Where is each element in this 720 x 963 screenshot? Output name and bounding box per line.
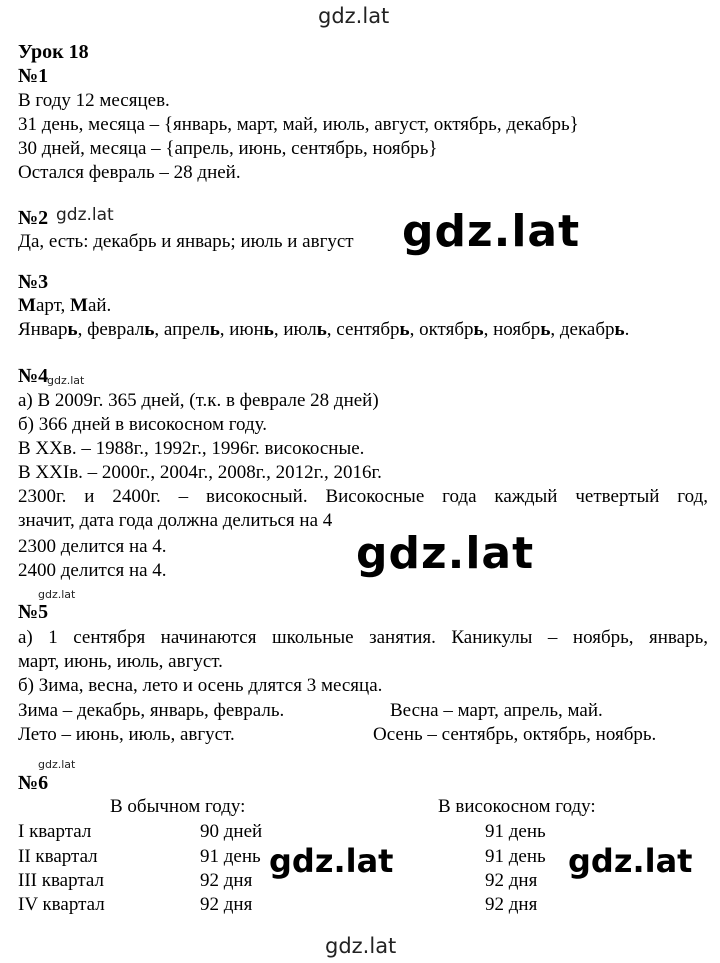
- task-1-line: 30 дней, месяца – {апрель, июнь, сентябрь, ноябрь}: [18, 138, 438, 159]
- task-4-line: 2400 делится на 4.: [18, 560, 167, 581]
- bold-letter: М: [70, 295, 88, 316]
- task-1-line: 31 день, месяца – {январь, март, май, июль, август, октябрь, декабрь}: [18, 114, 579, 135]
- watermark-table-left: gdz.lat: [266, 842, 396, 880]
- text-fragment: .: [624, 319, 630, 340]
- watermark-tiny: gdz.lat: [38, 588, 76, 601]
- quarter-label: IV квартал: [18, 894, 105, 915]
- task-3-line-1: [18, 294, 111, 318]
- quarter-label: I квартал: [18, 821, 92, 842]
- text-fragment: арт,: [35, 295, 70, 316]
- month-stem: , июл: [273, 319, 317, 340]
- watermark-small: gdz.lat: [56, 205, 114, 225]
- soft-sign: ь: [316, 319, 327, 340]
- month-stem: , июн: [219, 319, 264, 340]
- watermark-top: gdz.lat: [318, 4, 390, 28]
- soft-sign: ь: [209, 319, 220, 340]
- task-6-label: №6: [18, 772, 49, 794]
- column-header-ordinary: В обычном году:: [110, 796, 246, 817]
- soft-sign: ь: [614, 319, 625, 340]
- task-4-line: 2300г. и 2400г. – високосный. Високосные года каждый четвертый год,: [18, 486, 708, 507]
- month-stem: Январ: [18, 319, 68, 340]
- task-4-line: В XXIв. – 2000г., 2004г., 2008г., 2012г., 2016г.: [18, 462, 382, 483]
- ordinary-days: 90 дней: [200, 821, 263, 842]
- leap-days: 91 день: [485, 821, 546, 842]
- ordinary-days: 91 день: [200, 846, 261, 867]
- task-4-line: а) В 2009г. 365 дней, (т.к. в феврале 28 дней): [18, 390, 379, 411]
- month-stem: , апрел: [154, 319, 210, 340]
- task-1-label: №1: [18, 65, 49, 87]
- autumn-months: Осень – сентябрь, октябрь, ноябрь.: [373, 724, 657, 745]
- leap-days: 91 день: [485, 846, 546, 867]
- month-stem: , феврал: [77, 319, 145, 340]
- task-4-line: 2300 делится на 4.: [18, 536, 167, 557]
- task-5-label: №5: [18, 601, 49, 623]
- month-stem: , сентябр: [326, 319, 400, 340]
- task-3-label: №3: [18, 271, 49, 293]
- watermark-tiny: gdz.lat: [47, 374, 85, 387]
- leap-days: 92 дня: [485, 894, 538, 915]
- month-stem: , ноябр: [483, 319, 541, 340]
- task-2-label: №2: [18, 207, 49, 229]
- summer-months: Лето – июнь, июль, август.: [18, 724, 235, 745]
- watermark-big: gdz.lat: [352, 528, 538, 579]
- spring-months: Весна – март, апрель, май.: [390, 700, 603, 721]
- task-1-line: Остался февраль – 28 дней.: [18, 162, 241, 183]
- ordinary-days: 92 дня: [200, 870, 253, 891]
- column-header-leap: В високосном году:: [438, 796, 596, 817]
- task-5-line: а) 1 сентября начинаются школьные занятия. Каникулы – ноябрь, январь,: [18, 627, 708, 648]
- soft-sign: ь: [540, 319, 551, 340]
- soft-sign: ь: [263, 319, 274, 340]
- soft-sign: ь: [144, 319, 155, 340]
- soft-sign: ь: [67, 319, 78, 340]
- leap-days: 92 дня: [485, 870, 538, 891]
- task-4-label: №4: [18, 365, 49, 387]
- text-fragment: ай.: [87, 295, 112, 316]
- bold-letter: М: [18, 295, 36, 316]
- task-5-line: б) Зима, весна, лето и осень длятся 3 месяца.: [18, 675, 383, 696]
- task-5-line: март, июнь, июль, август.: [18, 651, 223, 672]
- month-stem: , октябр: [409, 319, 474, 340]
- ordinary-days: 92 дня: [200, 894, 253, 915]
- watermark-big: gdz.lat: [398, 206, 584, 257]
- task-1-line: В году 12 месяцев.: [18, 90, 170, 111]
- task-4-line: значит, дата года должна делиться на 4: [18, 510, 333, 531]
- watermark-tiny: gdz.lat: [38, 758, 76, 771]
- task-4-line: В XXв. – 1988г., 1992г., 1996г. високосные.: [18, 438, 365, 459]
- lesson-title: Урок 18: [18, 41, 89, 63]
- quarter-label: II квартал: [18, 846, 98, 867]
- watermark-bottom: gdz.lat: [325, 934, 397, 958]
- quarter-label: III квартал: [18, 870, 104, 891]
- winter-months: Зима – декабрь, январь, февраль.: [18, 700, 285, 721]
- task-4-line: б) 366 дней в високосном году.: [18, 414, 268, 435]
- soft-sign: ь: [473, 319, 484, 340]
- month-stem: , декабр: [550, 319, 615, 340]
- watermark-table-right: gdz.lat: [565, 842, 695, 880]
- task-3-line-2: [18, 318, 629, 342]
- task-2-text: Да, есть: декабрь и январь; июль и август: [18, 231, 354, 252]
- soft-sign: ь: [399, 319, 410, 340]
